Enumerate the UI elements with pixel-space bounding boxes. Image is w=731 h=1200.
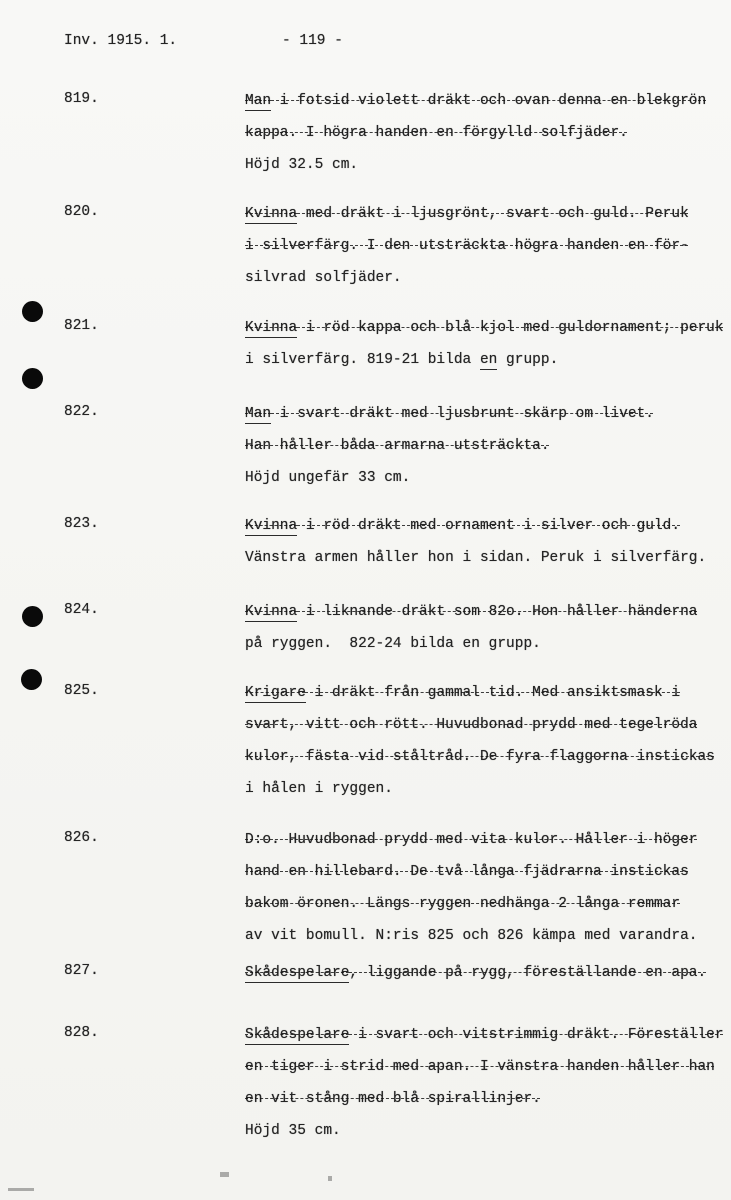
entry-number: 820.	[64, 204, 99, 220]
scan-artifact	[8, 1188, 34, 1191]
inventory-entry	[64, 830, 697, 958]
entry-text-line: i silverfärg. 819-21 bilda en grupp.	[245, 352, 559, 368]
entry-text	[245, 318, 724, 382]
page-number: - 119 -	[282, 33, 343, 49]
entry-text-line: kappa. I högra handen en förgylld solfjäder.	[245, 125, 628, 141]
entry-text-line: Kvinna i röd dräkt med ornament i silver och guld.	[245, 518, 681, 534]
entry-text	[245, 602, 697, 666]
punch-hole	[21, 669, 42, 690]
entry-text-line: Höjd ungefär 33 cm.	[245, 470, 411, 486]
entry-text-line: Vänstra armen håller hon i sidan. Peruk i silverfärg.	[245, 550, 707, 566]
entry-number: 827.	[64, 963, 99, 979]
entry-text	[245, 204, 689, 300]
entry-text-line: Man i svart dräkt med ljusbrunt skärp om livet.	[245, 406, 654, 422]
entry-text-line: av vit bomull. N:ris 825 och 826 kämpa med varandra.	[245, 928, 698, 944]
entry-number: 828.	[64, 1025, 99, 1041]
entry-text-line: en vit stång med blå spirallinjer.	[245, 1091, 541, 1107]
entry-text-line: hand en hillebard. De två långa fjädrarna instickas	[245, 864, 689, 880]
punch-hole	[22, 301, 43, 322]
inventory-label: Inv. 1915. 1.	[64, 33, 178, 49]
entry-text-line: i hålen i ryggen.	[245, 781, 393, 797]
entry-text	[245, 683, 715, 811]
entry-text-line: Kvinna med dräkt i ljusgrönt, svart och guld. Peruk	[245, 206, 689, 222]
entry-text	[245, 963, 706, 995]
entry-number: 825.	[64, 683, 99, 699]
entry-text-line: Kvinna i röd kappa och blå kjol med guldornament; peruk	[245, 320, 724, 336]
entry-text	[245, 404, 654, 500]
entry-text-line: Skådespelare i svart och vitstrimmig dräkt. Föreställer	[245, 1027, 724, 1043]
entry-number: 824.	[64, 602, 99, 618]
inventory-entry	[64, 516, 706, 580]
inventory-entry	[64, 318, 724, 382]
entry-text-line: Skådespelare, liggande på rygg, föreställande en apa.	[245, 965, 707, 981]
inventory-entry	[64, 963, 706, 995]
entry-number: 819.	[64, 91, 99, 107]
entry-text-line: bakom öronen. Längs ryggen nedhänga 2 långa remmar	[245, 896, 681, 912]
entry-text-line: i silverfärg. I den utsträckta högra handen en för-	[245, 238, 689, 254]
entry-text	[245, 830, 697, 958]
entry-text-line: D:o. Huvudbonad prydd med vita kulor. Håller i höger	[245, 832, 698, 848]
scan-artifact	[328, 1176, 332, 1181]
entry-number: 822.	[64, 404, 99, 420]
entry-text	[245, 1025, 724, 1153]
punch-hole	[22, 606, 43, 627]
scan-artifact	[220, 1172, 229, 1177]
entry-number: 826.	[64, 830, 99, 846]
inventory-entry	[64, 91, 706, 187]
entry-text-line: Höjd 32.5 cm.	[245, 157, 359, 173]
entry-number: 823.	[64, 516, 99, 532]
entry-text-line: Krigare i dräkt från gammal tid. Med ansiktsmask i	[245, 685, 681, 701]
entry-text	[245, 516, 706, 580]
entry-text-line: på ryggen. 822-24 bilda en grupp.	[245, 636, 541, 652]
entry-text-line: kulor, fästa vid ståltråd. De fyra flaggorna instickas	[245, 749, 715, 765]
inventory-entry	[64, 602, 697, 666]
inventory-entry	[64, 204, 689, 300]
entry-text-line: silvrad solfjäder.	[245, 270, 402, 286]
inventory-entry	[64, 683, 715, 811]
entry-text-line: Kvinna i liknande dräkt som 82o. Hon håller händerna	[245, 604, 698, 620]
entry-text-line: Höjd 35 cm.	[245, 1123, 341, 1139]
entry-text-line: Man i fotsid violett dräkt och ovan denna en blekgrön	[245, 93, 707, 109]
punch-hole	[22, 368, 43, 389]
entry-text	[245, 91, 706, 187]
entry-number: 821.	[64, 318, 99, 334]
entry-text-line: en tiger i strid med apan. I vänstra handen håller han	[245, 1059, 715, 1075]
entry-text-line: svart, vitt och rött. Huvudbonad prydd med tegelröda	[245, 717, 698, 733]
inventory-entry	[64, 1025, 724, 1153]
inventory-entry	[64, 404, 654, 500]
entry-text-line: Han håller båda armarna utsträckta.	[245, 438, 550, 454]
